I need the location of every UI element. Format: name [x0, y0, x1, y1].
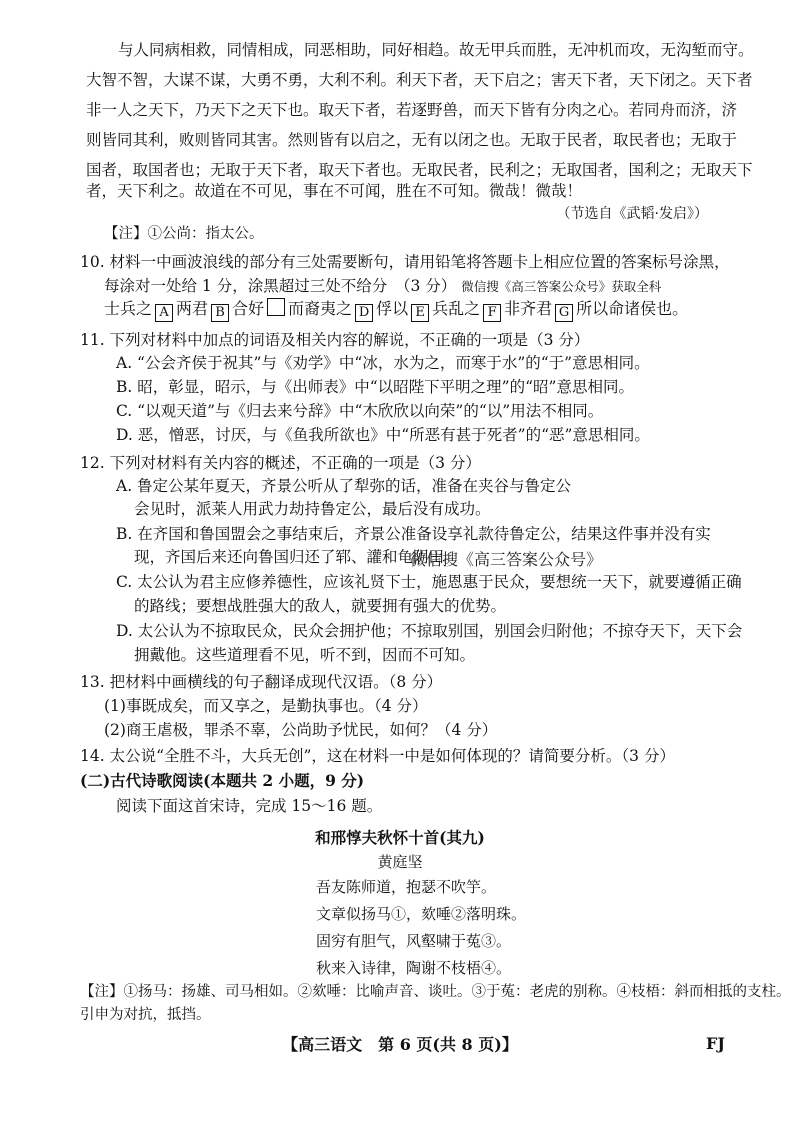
q12-option-c[interactable]: C. 太公认为君主应修养德性，应该礼贤下士，施恩惠于民众，要想统一天下，就要遵循正确 — [116, 573, 742, 591]
answer-box-f[interactable]: F — [483, 304, 501, 322]
seq-text: 非齐君 — [504, 299, 553, 318]
q10-sequence — [104, 298, 688, 322]
q12-stem: 12. 下列对材料有关内容的概述，不正确的一项是（3 分） — [80, 454, 481, 472]
passage-line: 与人同病相救，同情相成，同恶相助，同好相趋。故无甲兵而胜，无冲机而攻，无沟堑而守。 — [118, 41, 754, 59]
q12-option-d-cont: 拥戴他。这些道理看不见，听不到，因而不可知。 — [134, 646, 476, 664]
poem-title: 和邢惇夫秋怀十首(其九) — [315, 828, 485, 847]
q12-option-c-cont: 的路线；要想战胜强大的敌人，就要拥有强大的优势。 — [134, 597, 507, 615]
q11-option-d[interactable]: D. 恶，憎恶，讨厌，与《鱼我所欲也》中“所恶有甚于死者”的“恶”意思相同。 — [116, 426, 650, 444]
q10-scoring: 每涂对一处给 1 分，涂黑超过三处不给分 （3 分） — [104, 277, 457, 295]
section-title: (二)古代诗歌阅读(本题共 2 小题，9 分) — [80, 771, 365, 790]
poem-line: 固穷有胆气，风壑啸于菟③。 — [316, 932, 512, 950]
passage-line: 者，天下利之。故道在不可见，事在不可闻，胜在不可知。微哉！微哉！ — [86, 182, 583, 200]
q12-option-a[interactable]: A. 鲁定公某年夏天，齐景公听从了犁弥的话，准备在夹谷与鲁定公 — [116, 477, 572, 495]
passage-line: 则皆同其利，败则皆同其害。然则皆有以启之，无有以闭之也。无取于民者，取民者也；无取于 — [86, 131, 738, 149]
passage-line: 非一人之天下，乃天下之天下也。取天下者，若逐野兽，而天下皆有分肉之心。若同舟而济，济 — [86, 101, 738, 119]
passage-line: 大智不智，大谋不谋，大勇不勇，大利不利。利天下者，天下启之；害天下者，天下闭之。天下者 — [86, 71, 753, 89]
q14-stem: 14. 太公说“全胜不斗，大兵无创”，这在材料一中是如何体现的？请简要分析。（3 分） — [80, 747, 675, 765]
answer-box-a[interactable]: A — [155, 304, 173, 322]
q10-stem-cont — [104, 276, 661, 297]
passage-note: 【注】①公尚：指太公。 — [104, 226, 264, 242]
q12-option-d[interactable]: D. 太公认为不掠取民众，民众会拥护他；不掠取别国，别国会归附他；不掠夺天下，天下会 — [116, 622, 743, 640]
answer-box-b[interactable]: B — [211, 304, 229, 322]
q10-watermark: 微信搜《高三答案公众号》获取全科 — [461, 279, 662, 294]
poem-author: 黄庭坚 — [377, 853, 423, 871]
poem-note-cont: 引申为对抗，抵挡。 — [80, 1007, 211, 1023]
passage-source: （节选自《武韬·发启》） — [556, 206, 708, 222]
answer-box-g[interactable]: G — [555, 304, 573, 322]
q11-option-b[interactable]: B. 昭，彰显，昭示，与《出师表》中“以昭陛下平明之理”的“昭”意思相同。 — [116, 378, 634, 396]
q11-option-c[interactable]: C. “以观天道”与《归去来兮辞》中“木欣欣以向荣”的“以”用法不相同。 — [116, 402, 604, 420]
poem-note: 【注】①扬马：扬雄、司马相如。②欬唾：比喻声音、谈吐。③于菟：老虎的别称。④枝梧：斜而相抵的支柱。 — [80, 984, 791, 1000]
paper-code: FJ — [706, 1034, 725, 1053]
seq-text: 合好 — [232, 299, 265, 318]
q11-option-a[interactable]: A. “公会齐侯于祝其”与《劝学》中“冰，水为之，而寒于水”的“于”意思相同。 — [116, 354, 650, 372]
seq-text: 兵乱之 — [432, 299, 481, 318]
seq-text: 士兵之 — [104, 299, 153, 318]
q12-option-b[interactable]: B. 在齐国和鲁国盟会之事结束后，齐景公准备设享礼款待鲁定公，结果这件事并没有实 — [116, 525, 711, 543]
page-footer: 【高三语文 第 6 页(共 8 页)】 — [282, 1035, 518, 1054]
seq-text: 所以命诸侯也。 — [576, 299, 689, 318]
q13-stem: 13. 把材料中画横线的句子翻译成现代汉语。（8 分） — [80, 673, 443, 691]
answer-box-e[interactable]: E — [411, 304, 429, 322]
q13-item-2: (2)商王虐极，罪杀不辜，公尚助予忧民，如何？（4 分） — [104, 721, 498, 739]
seq-text: 俘以 — [376, 299, 409, 318]
poem-line: 吾友陈师道，抱瑟不吹竽。 — [316, 878, 497, 896]
watermark-overlay: 微信搜《高三答案公众号》 — [410, 550, 603, 569]
q10-stem: 10. 材料一中画波浪线的部分有三处需要断句，请用铅笔将答题卡上相应位置的答案标号涂黑， — [80, 253, 730, 271]
poem-line: 秋来入诗律，陶谢不枝梧④。 — [316, 959, 512, 977]
q12-option-b-cont: 现，齐国后来还向鲁国归还了郓、讙和龟阴田。 — [134, 548, 460, 566]
seq-text: 而裔夷之 — [288, 299, 353, 318]
q12-option-a-cont: 会见时，派莱人用武力劫持鲁定公，最后没有成功。 — [134, 500, 491, 518]
section-instruction: 阅读下面这首宋诗，完成 15～16 题。 — [116, 797, 383, 815]
answer-box-c[interactable] — [267, 298, 285, 316]
q11-stem: 11. 下列对材料中加点的词语及相关内容的解说，不正确的一项是（3 分） — [80, 331, 590, 349]
passage-line: 国者，取国者也；无取于天下者，取天下者也。无取民者，民利之；无取国者，国利之；无取天下 — [86, 161, 753, 179]
q13-item-1: (1)事既成矣，而又享之，是勤执事也。（4 分） — [104, 697, 428, 715]
answer-box-d[interactable]: D — [355, 304, 373, 322]
seq-text: 两君 — [176, 299, 209, 318]
poem-line: 文章似扬马①，欬唾②落明珠。 — [316, 905, 527, 923]
